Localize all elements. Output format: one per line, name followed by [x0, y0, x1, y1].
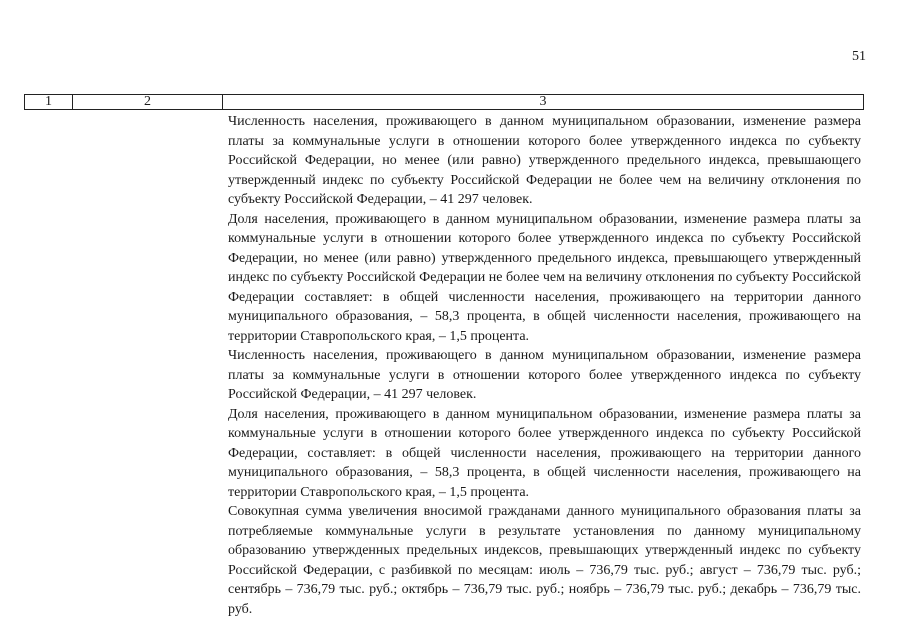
page-number: 51: [852, 49, 866, 64]
table-column-header-row: [24, 94, 864, 110]
column-header-2: 2: [73, 95, 223, 109]
paragraph-population-share-2: Доля населения, проживающего в данном муниципальном образовании, изменение размера платы за коммунальные услуги в отношении которого более утвержденного индекса по субъекту Российской Федерации, составляет: в общей численности населения, проживающего на территории данного муниципального образования, – 58,3 процента, в общей численности населения, проживающего на территории Ставропольского края, – 1,5 процента.: [228, 406, 861, 500]
paragraph-population-count-1: Численность населения, проживающего в данном муниципальном образовании, изменение размера платы за коммунальные услуги в отношении которого более утвержденного индекса по субъекту Российской Федерации, но менее (или равно) утвержденного предельного индекса, превышающего утвержденный индекс по субъекту Российской Федерации не более чем на величину отклонения по субъекту Российской Федерации, – 41 297 человек.: [228, 114, 861, 207]
paragraph-total-payment-increase: Совокупная сумма увеличения вносимой гражданами данного муниципального образования платы за потребляемые коммунальные услуги в результате установления по данному муниципальному образованию утвержденных предельных индексов, превышающих утвержденный индекс по субъекту Российской Федерации, с разбивкой по месяцам: июль – 736,79 тыс. руб.; август – 736,79 тыс. руб.; сентябрь – 736,79 тыс. руб.; октябрь – 736,79 тыс. руб.; ноябрь – 736,79 тыс. руб.; декабрь – 736,79 тыс. руб.: [228, 504, 861, 617]
paragraph-population-count-2: Численность населения, проживающего в данном муниципальном образовании, изменение размера платы за коммунальные услуги в отношении которого более утвержденного индекса по субъекту Российской Федерации, – 41 297 человек.: [228, 348, 861, 402]
paragraph-population-share-1: Доля населения, проживающего в данном муниципальном образовании, изменение размера платы за коммунальные услуги в отношении которого более утвержденного индекса по субъекту Российской Федерации, но менее (или равно) утвержденного предельного индекса, превышающего утвержденный индекс по субъекту Российской Федерации не более чем на величину отклонения по субъекту Российской Федерации составляет: в общей численности населения, проживающего на территории данного муниципального образования, – 58,3 процента, в общей численности населения, проживающего на территории Ставропольского края, – 1,5 процента.: [228, 211, 861, 344]
document-body-column-3: [228, 112, 861, 619]
column-header-1: 1: [25, 95, 73, 109]
column-header-3: 3: [539, 94, 547, 109]
